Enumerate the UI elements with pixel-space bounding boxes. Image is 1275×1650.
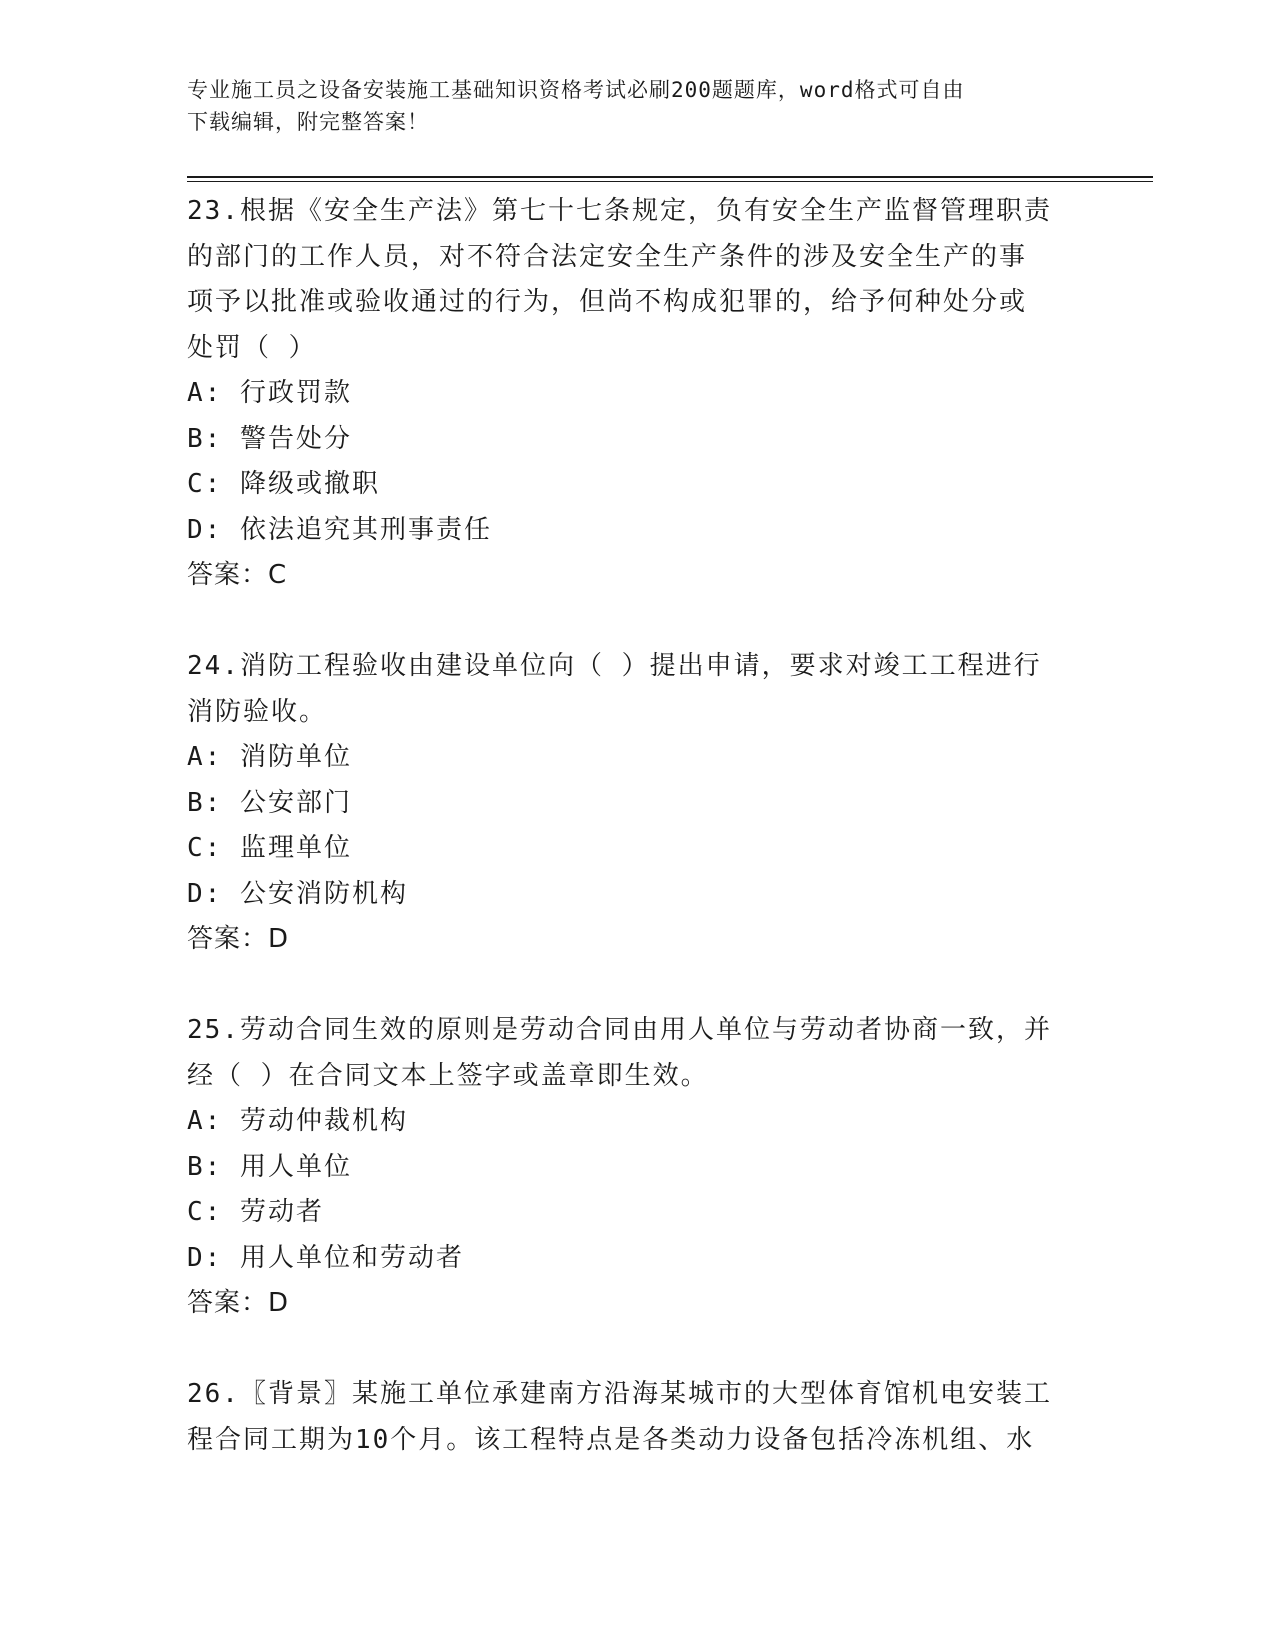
answer-label: 答案：C (187, 560, 288, 590)
question-23 (187, 189, 1087, 599)
option-d: D: 公安消防机构 (187, 878, 408, 909)
option-a: A: 消防单位 (187, 742, 352, 772)
question-text-line: 程合同工期为10个月。该工程特点是各类动力设备包括冷冻机组、水 (187, 1424, 1035, 1455)
question-spacer (187, 599, 1087, 645)
question-25 (187, 1008, 1087, 1327)
option-c: C: 降级或撤职 (187, 469, 380, 499)
question-text-line: 25.劳动合同生效的原则是劳动合同由用人单位与劳动者协商一致，并 (187, 1015, 1052, 1045)
option-b: B: 用人单位 (187, 1151, 352, 1182)
header-line-2: 下载编辑，附完整答案！ (187, 110, 429, 134)
option-c: C: 监理单位 (187, 833, 352, 863)
option-a: A: 行政罚款 (187, 378, 352, 408)
question-24 (187, 644, 1087, 963)
option-d: D: 用人单位和劳动者 (187, 1242, 464, 1273)
question-text-line: 消防验收。 (187, 696, 328, 727)
question-text-line: 项予以批准或验收通过的行为，但尚不构成犯罪的，给予何种处分或 (187, 287, 1028, 317)
question-26 (187, 1372, 1087, 1463)
header-divider-thin (187, 181, 1153, 182)
question-list (187, 189, 1087, 1463)
question-text-line: 的部门的工作人员，对不符合法定安全生产条件的涉及安全生产的事 (187, 241, 1028, 272)
option-a: A: 劳动仲裁机构 (187, 1106, 408, 1136)
question-spacer (187, 1327, 1087, 1373)
option-d: D: 依法追究其刑事责任 (187, 514, 492, 545)
answer-label: 答案：D (187, 1288, 290, 1318)
option-c: C: 劳动者 (187, 1197, 324, 1227)
document-header (187, 74, 1087, 138)
question-text-line: 处罚（ ） (187, 332, 317, 363)
question-text-line: 经（ ）在合同文本上签字或盖章即生效。 (187, 1060, 709, 1091)
question-text-line: 24.消防工程验收由建设单位向（ ）提出申请，要求对竣工工程进行 (187, 651, 1042, 681)
question-text-line: 26.〖背景〗某施工单位承建南方沿海某城市的大型体育馆机电安装工 (187, 1379, 1052, 1409)
question-text-line: 23.根据《安全生产法》第七十七条规定，负有安全生产监督管理职责 (187, 196, 1052, 226)
option-b: B: 公安部门 (187, 787, 352, 818)
header-line-1: 专业施工员之设备安装施工基础知识资格考试必刷200题题库，word格式可自由 (187, 78, 965, 102)
header-divider-thick (187, 176, 1153, 178)
question-spacer (187, 963, 1087, 1009)
option-b: B: 警告处分 (187, 423, 352, 454)
answer-label: 答案：D (187, 924, 290, 954)
